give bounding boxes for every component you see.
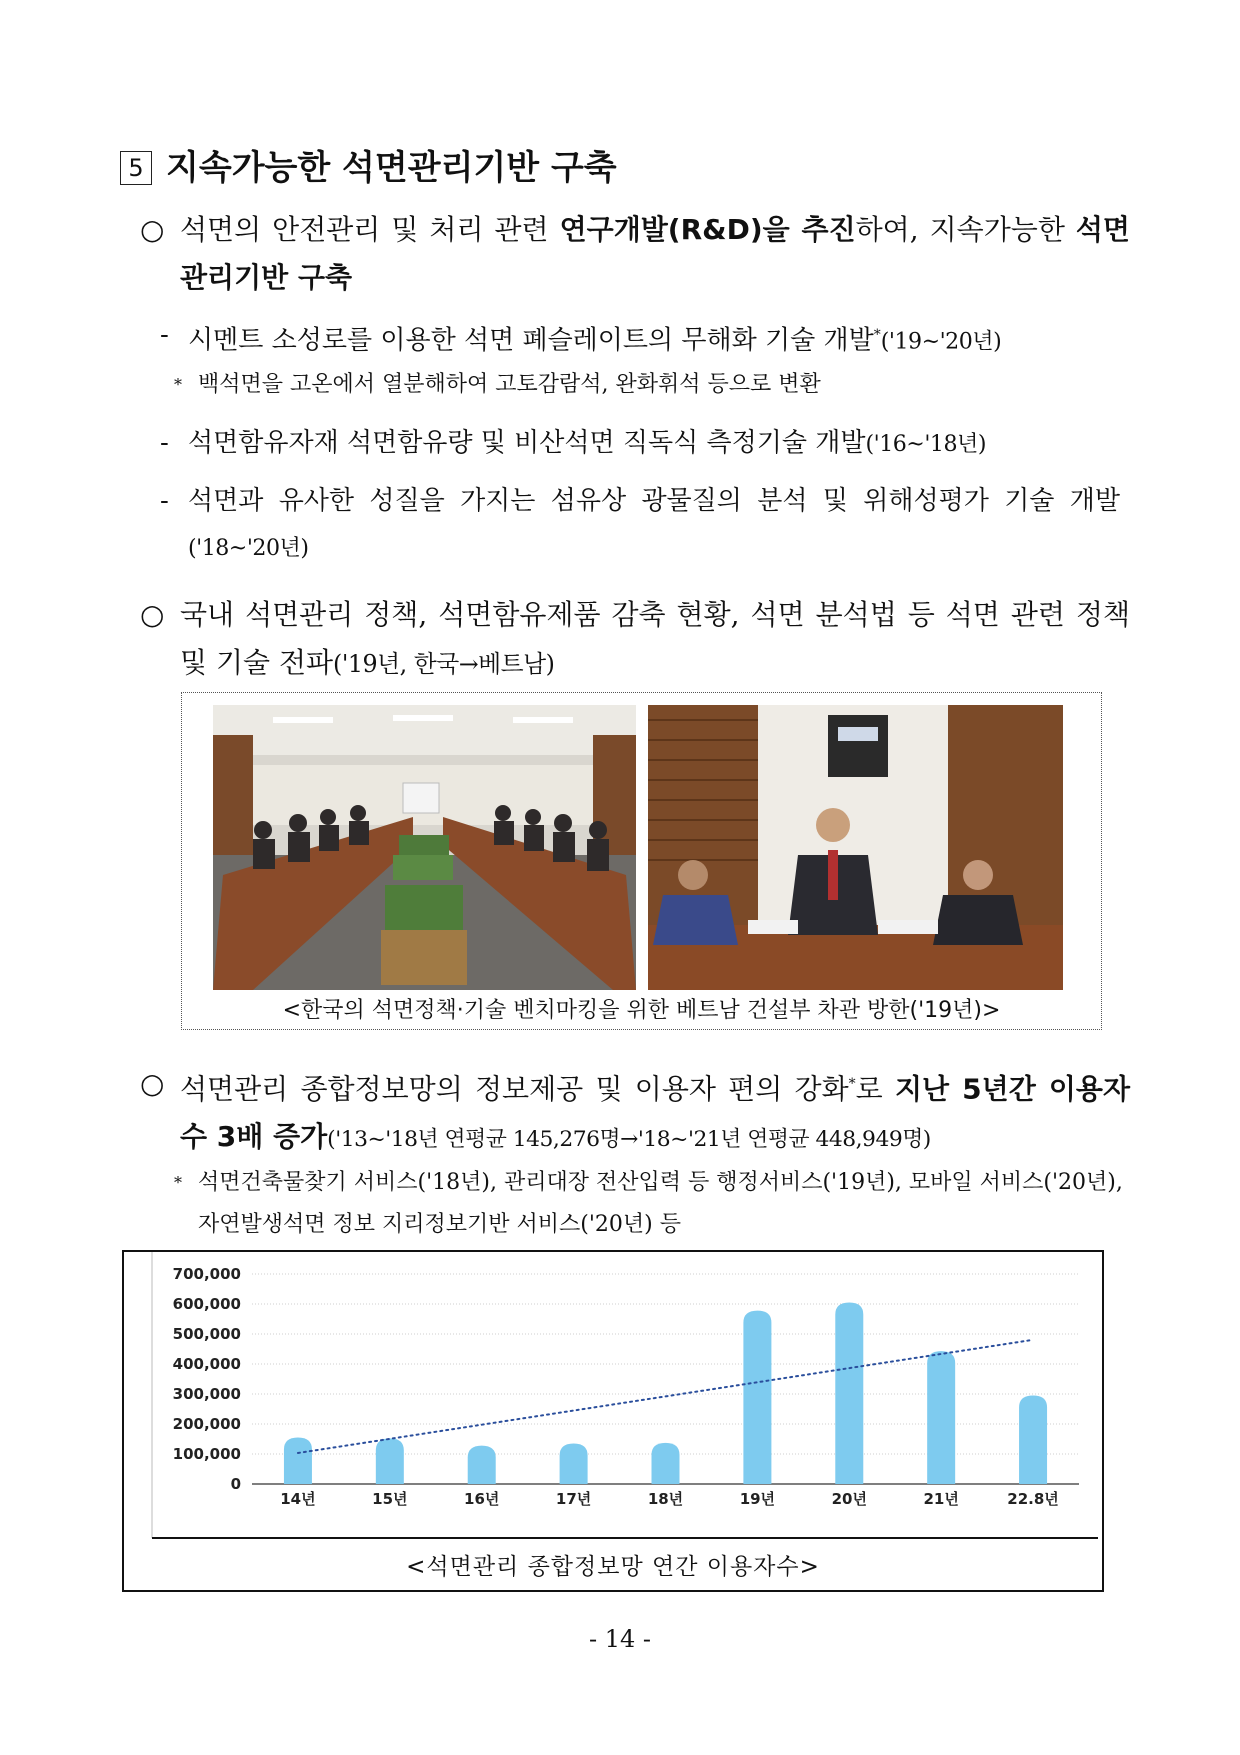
y-tick-label: 500,000 — [172, 1325, 241, 1343]
section-number-box: 5 — [120, 151, 152, 185]
y-tick-label: 0 — [230, 1475, 241, 1493]
bullet-policy-transfer — [140, 591, 1130, 688]
dash-text: 시멘트 소성로를 이용한 석면 폐슬레이트의 무해화 기술 개발 — [188, 325, 874, 356]
bullet-info-network — [140, 1060, 1130, 1164]
dash-item-fiber — [160, 478, 1120, 571]
bullet-text: 국내 석면관리 정책, 석면함유제품 감축 현황, 석면 분석법 등 석면 관련 정책 및 기술 전파 — [180, 598, 1130, 679]
x-tick-label: 14년 — [280, 1490, 316, 1508]
bullet-text: 로 — [855, 1072, 895, 1106]
period-text: ('18~'20년) — [188, 535, 309, 561]
x-tick-label: 17년 — [555, 1490, 592, 1508]
y-tick-label: 600,000 — [172, 1295, 241, 1313]
footnote-text: 백석면을 고온에서 열분해하여 고토감람석, 완화휘석 등으로 변환 — [198, 372, 821, 397]
circle-bullet-icon: ○ — [140, 1067, 165, 1100]
footnote-text: 석면건축물찾기 서비스('18년), 관리대장 전산입력 등 행정서비스('19년), 모바일 서비스('20년), 자연발생석면 정보 지리정보기반 서비스('20년) 등 — [198, 1170, 1123, 1237]
bullet-bold-text: 지난 5년간 이용자 수 3배 증가 — [180, 1072, 1130, 1154]
dash-item-measure — [160, 420, 1120, 467]
asterisk-icon: * — [174, 375, 182, 394]
dash-text: 석면과 유사한 성질을 가지는 섬유상 광물질의 분석 및 위해성평가 기술 개발 — [188, 486, 1120, 516]
footnote-marker: * — [848, 1076, 856, 1092]
photo-box — [181, 692, 1102, 1030]
page-number: - 14 - — [588, 1625, 651, 1653]
y-tick-label: 400,000 — [172, 1355, 241, 1373]
circle-bullet-icon: ○ — [140, 598, 165, 631]
trend-line — [298, 1340, 1033, 1453]
period-text: ('19~'20년) — [880, 328, 1002, 355]
dash-bullet: - — [160, 428, 169, 458]
bar-15년 — [376, 1438, 404, 1484]
bullet-text: 하여, 지속가능한 — [855, 213, 1076, 246]
photo-caption: <한국의 석면정책·기술 벤치마킹을 위한 베트남 건설부 차관 방한('19년)> — [282, 998, 1001, 1023]
period-text: ('13~'18년 연평균 145,276명→'18~'21년 연평균 448,949명) — [327, 1127, 931, 1153]
footnote-slate — [174, 364, 1124, 406]
y-tick-label: 100,000 — [172, 1445, 241, 1463]
y-tick-label: 700,000 — [172, 1265, 241, 1283]
dash-bullet: - — [160, 320, 169, 350]
footnote-marker: * — [873, 327, 881, 343]
asterisk-icon: * — [174, 1173, 182, 1192]
period-text: ('16~'18년) — [865, 431, 986, 457]
x-tick-label: 16년 — [464, 1490, 500, 1508]
bullet-text: 석면의 안전관리 및 처리 관련 — [180, 213, 560, 246]
bullet-rnd — [140, 206, 1130, 302]
bar-20년 — [835, 1303, 863, 1485]
bar-19년 — [743, 1311, 771, 1484]
x-tick-label: 20년 — [831, 1490, 867, 1508]
users-bar-chart — [124, 1252, 1098, 1542]
bar-22.8년 — [1019, 1396, 1047, 1485]
circle-bullet-icon: ○ — [140, 213, 165, 246]
dash-text: 석면함유자재 석면함유량 및 비산석면 직독식 측정기술 개발 — [188, 428, 866, 458]
footnote-services — [174, 1162, 1124, 1246]
dash-bullet: - — [160, 486, 169, 516]
x-tick-label: 22.8년 — [1007, 1490, 1059, 1508]
period-text: ('19년, 한국→베트남) — [333, 650, 555, 678]
x-tick-label: 15년 — [372, 1490, 408, 1508]
vice-minister-photo — [648, 705, 1063, 990]
section-title — [120, 140, 617, 189]
x-tick-label: 19년 — [739, 1490, 776, 1508]
bar-16년 — [468, 1446, 496, 1484]
chart-box — [122, 1250, 1104, 1592]
y-tick-label: 200,000 — [172, 1415, 241, 1433]
bar-18년 — [652, 1443, 680, 1484]
meeting-room-photo — [213, 705, 636, 990]
dash-item-slate — [160, 312, 1120, 365]
bar-21년 — [927, 1351, 955, 1484]
bullet-text: 석면관리 종합정보망의 정보제공 및 이용자 편의 강화 — [180, 1072, 849, 1106]
bar-14년 — [284, 1438, 312, 1485]
bar-17년 — [560, 1444, 588, 1485]
bullet-bold-text: 연구개발(R&D)을 추진 — [559, 213, 856, 246]
x-tick-label: 18년 — [647, 1490, 684, 1508]
y-tick-label: 300,000 — [172, 1385, 241, 1403]
bullet-bold-text: 석면관리기반 구축 — [180, 213, 1130, 294]
section-title-text: 지속가능한 석면관리기반 구축 — [166, 148, 617, 188]
chart-caption: <석면관리 종합정보망 연간 이용자수> — [406, 1554, 820, 1580]
x-tick-label: 21년 — [923, 1490, 959, 1508]
